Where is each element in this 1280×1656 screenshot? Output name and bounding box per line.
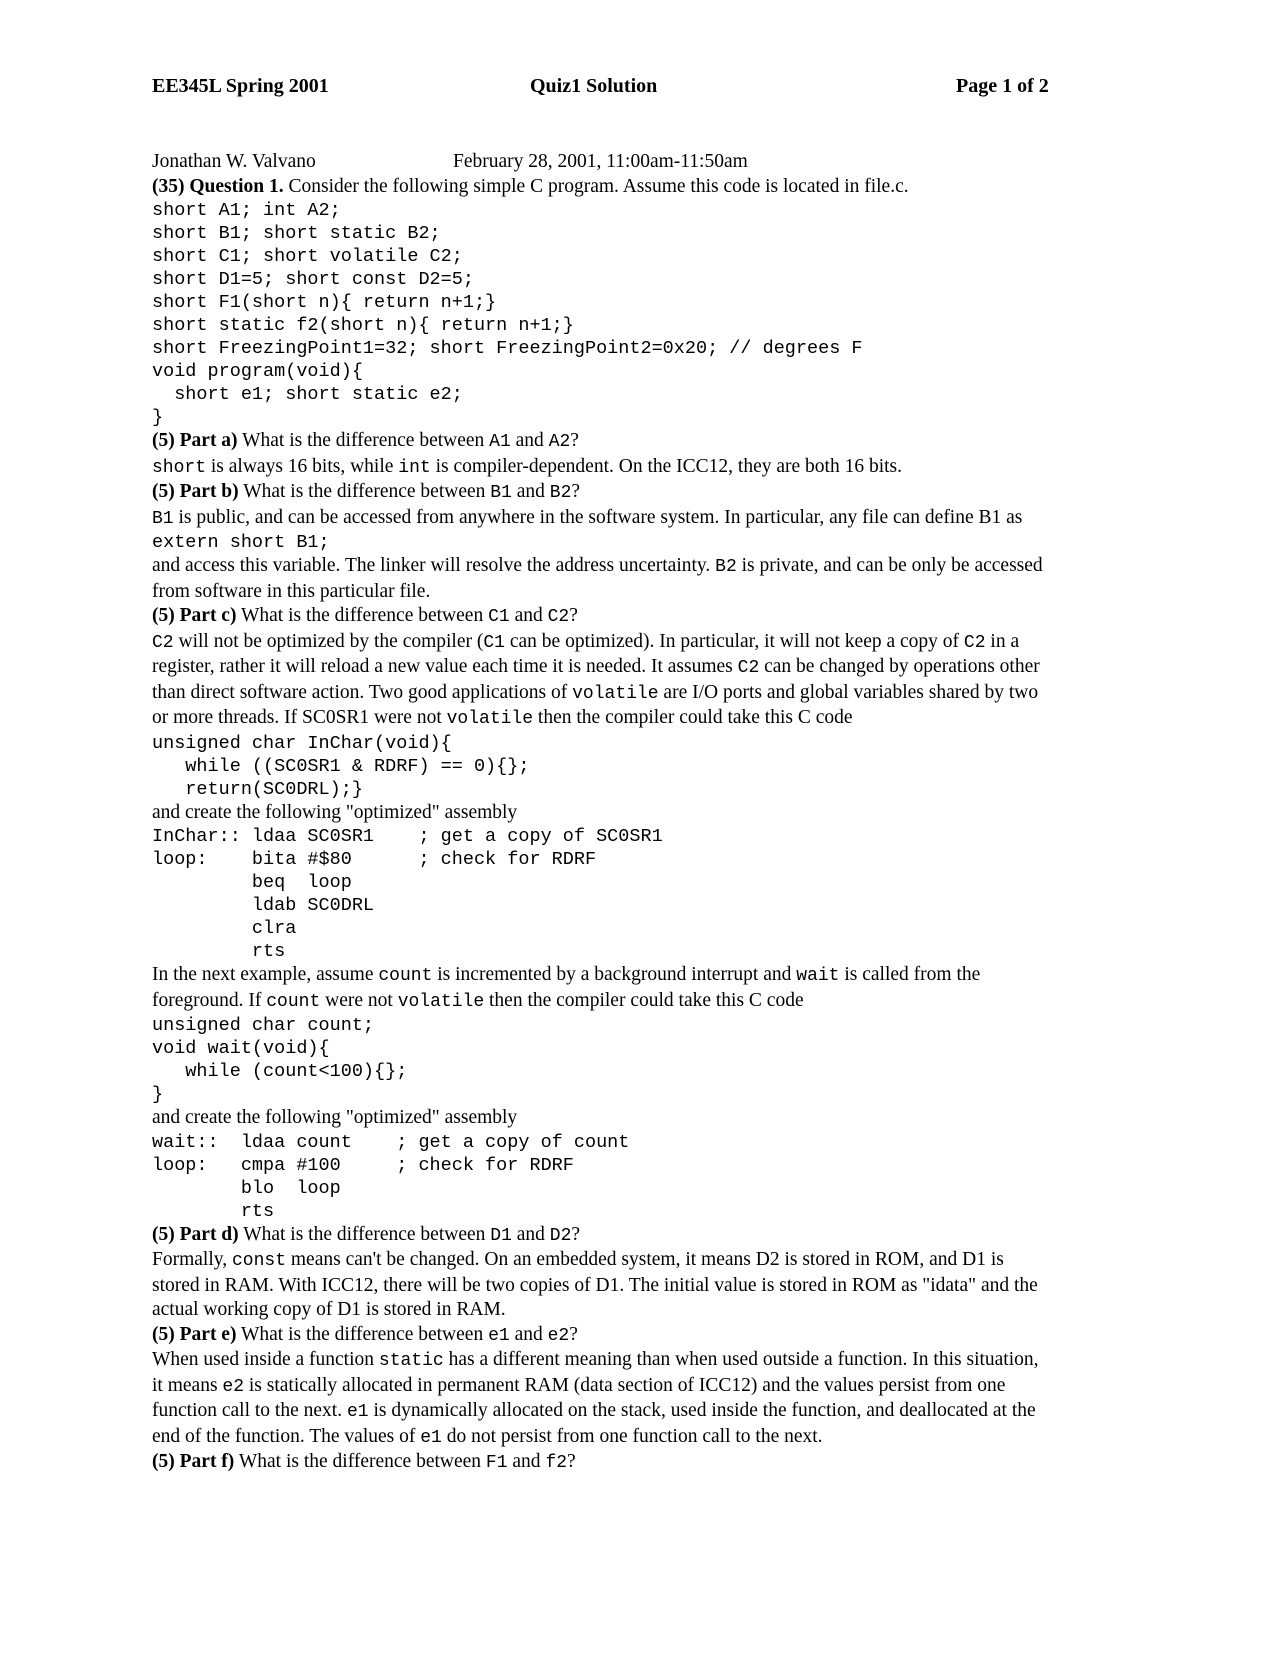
asm-line: blo loop [152, 1177, 341, 1199]
part-question: What is the difference between [241, 605, 484, 626]
answer-text: are I/O ports and global variables shared by two [658, 681, 1039, 703]
keyword: e2 [222, 1376, 245, 1397]
code-line: short B1; short static B2; [152, 223, 441, 244]
answer-text: than direct software action. Two good applications of [152, 681, 573, 703]
answer-text: or more threads. If SC0SR1 were not [152, 707, 447, 728]
part-b-question [152, 480, 1138, 506]
asm-line: loop: bita #$80 ; check for RDRF [152, 849, 597, 870]
keyword: e1 [346, 1402, 369, 1422]
conjunction: and [516, 1223, 545, 1245]
keyword: C1 [483, 632, 505, 653]
question-mark: ? [569, 605, 578, 626]
code-line: while ((SC0SR1 & RDRF) == 0){}; [152, 755, 530, 777]
answer-text: is compiler-dependent. On the ICC12, they are both 16 bits. [430, 455, 903, 477]
keyword: C2 [152, 632, 174, 653]
part-question: What is the difference between [238, 1451, 482, 1472]
answer-text: do not persist from one function call to the next. [441, 1425, 823, 1447]
answer-text: can be changed by operations other [759, 656, 1040, 677]
part-d-question [152, 1223, 1138, 1249]
quiz-title: Quiz1 Solution [530, 75, 658, 97]
author-line [152, 150, 1138, 175]
keyword: C2 [737, 658, 760, 678]
part-f-question [152, 1450, 1138, 1476]
part-c-answer-line [152, 706, 1138, 732]
answer-text: and access this variable. The linker will resolve the address uncertainty. [152, 555, 716, 576]
part-a-question [152, 429, 1138, 455]
conjunction: and [515, 430, 544, 451]
part-question: What is the difference between [243, 481, 486, 502]
part-b-answer-line [152, 506, 1138, 532]
part-d-answer-line [152, 1248, 1138, 1274]
code-line: void program(void){ [152, 361, 363, 382]
answer-text: is statically allocated in permanent RAM (data section of ICC12) and the values persist from one [244, 1374, 1006, 1396]
keyword: static [378, 1351, 444, 1371]
question-mark: ? [571, 481, 581, 502]
answer-text: will not be optimized by the compiler ( [173, 630, 484, 652]
part-e-answer-line [152, 1348, 1138, 1374]
part-c-answer-line [152, 989, 1138, 1015]
part-a-answer [152, 455, 1138, 481]
keyword: B1 [152, 508, 174, 529]
page-header [152, 74, 1138, 102]
part-b-answer-line [152, 554, 1138, 580]
asm-line: ldab SC0DRL [152, 895, 375, 916]
keyword: int [398, 457, 431, 478]
var-name: f2 [545, 1453, 568, 1473]
keyword: wait [796, 966, 840, 986]
var-name: C1 [488, 607, 510, 627]
part-marks: (5) [152, 1323, 175, 1345]
question-1-marks: (35) [152, 175, 185, 197]
part-marks: (5) [152, 481, 175, 502]
part-marks: (5) [152, 1223, 175, 1245]
conjunction: and [514, 1323, 543, 1345]
keyword: e1 [420, 1427, 442, 1448]
asm-line: loop: cmpa #100 ; check for RDRF [152, 1154, 574, 1176]
keyword: count [266, 991, 321, 1012]
part-label: Part c) [179, 605, 237, 626]
code-line: short A1; int A2; [152, 200, 341, 221]
answer-text: Formally, [152, 1249, 232, 1270]
code-line: } [152, 407, 164, 428]
part-e-answer-line [152, 1425, 1138, 1451]
part-c-answer-line [152, 630, 1138, 656]
keyword: B2 [715, 557, 737, 577]
answer-text: is private, and can be only be accessed [736, 555, 1043, 576]
answer-text: then the compiler could take this C code [484, 989, 804, 1011]
keyword: volatile [397, 991, 485, 1012]
asm-line: clra [152, 918, 297, 939]
answer-text: it means [152, 1374, 223, 1396]
part-e-answer-line [152, 1374, 1138, 1400]
answer-text: is dynamically allocated on the stack, used inside the function, and deallocated at the [368, 1400, 1036, 1421]
question-1-label: Question 1. [189, 175, 284, 197]
part-marks: (5) [152, 430, 175, 451]
code-line: while (count<100){}; [152, 1061, 408, 1082]
keyword: volatile [446, 709, 534, 729]
var-name: A2 [548, 432, 571, 452]
keyword: short [152, 457, 207, 478]
question-mark: ? [567, 1451, 576, 1472]
answer-text: foreground. If [152, 989, 267, 1011]
part-marks: (5) [152, 1451, 175, 1472]
quiz-date: February 28, 2001, 11:00am-11:50am [453, 151, 748, 172]
keyword: const [231, 1251, 286, 1271]
var-name: B1 [490, 483, 512, 503]
part-c-answer-line: and create the following "optimized" assembly [152, 801, 518, 823]
var-name: D1 [490, 1225, 512, 1246]
asm-line: wait:: ldaa count ; get a copy of count [152, 1131, 630, 1153]
part-b-answer-line: from software in this particular file. [152, 580, 431, 602]
answer-text: is incremented by a background interrupt and [432, 964, 797, 985]
var-name: e1 [488, 1325, 510, 1346]
asm-line: rts [152, 1200, 275, 1222]
answer-text: In the next example, assume [152, 964, 379, 985]
code-line: short static f2(short n){ return n+1;} [152, 315, 574, 336]
answer-text: function call to the next. [152, 1400, 347, 1421]
answer-text: is called from the [839, 964, 981, 985]
var-name: D2 [549, 1225, 572, 1246]
part-c-answer-line [152, 655, 1138, 681]
author: Jonathan W. Valvano [152, 151, 316, 172]
part-question: What is the difference between [241, 1323, 484, 1345]
answer-text: register, rather it will reload a new value each time it is needed. It assumes [152, 656, 738, 677]
var-name: e2 [547, 1325, 570, 1346]
conjunction: and [514, 605, 543, 626]
part-label: Part e) [179, 1323, 237, 1345]
code-line: short C1; short volatile C2; [152, 246, 463, 267]
var-name: A1 [489, 432, 511, 452]
answer-text: means can't be changed. On an embedded system, it means D2 is stored in ROM, and D1 is [286, 1249, 1004, 1270]
answer-text: can be optimized). In particular, it will not keep a copy of [504, 630, 964, 652]
part-question: What is the difference between [243, 1223, 486, 1245]
part-label: Part f) [179, 1451, 235, 1472]
part-c-answer-line: and create the following "optimized" assembly [152, 1107, 518, 1128]
part-e-question [152, 1323, 1138, 1349]
code-line: short e1; short static e2; [152, 384, 463, 405]
conjunction: and [516, 481, 545, 502]
part-marks: (5) [152, 605, 175, 626]
code-line: } [152, 1084, 164, 1105]
answer-text: has a different meaning than when used outside a function. In this situation, [443, 1349, 1039, 1370]
answer-text: were not [320, 989, 398, 1011]
conjunction: and [512, 1451, 541, 1472]
asm-line: beq loop [152, 872, 352, 893]
part-label: Part b) [179, 481, 239, 502]
answer-text: is always 16 bits, while [206, 455, 399, 477]
part-c-question [152, 604, 1138, 630]
code-line: return(SC0DRL);} [152, 778, 363, 800]
code-line: extern short B1; [152, 532, 330, 553]
part-e-answer-line [152, 1399, 1138, 1425]
var-name: B2 [549, 483, 572, 503]
answer-text: in a [985, 630, 1020, 652]
code-line: short D1=5; short const D2=5; [152, 269, 474, 290]
document-body [152, 150, 1138, 1476]
page-number: Page 1 of 2 [956, 75, 1049, 97]
asm-line: InChar:: ldaa SC0SR1 ; get a copy of SC0SR1 [152, 826, 663, 847]
question-mark: ? [569, 1323, 578, 1345]
keyword: C2 [963, 632, 986, 653]
course-title: EE345L Spring 2001 [152, 75, 329, 97]
keyword: volatile [572, 683, 659, 704]
answer-text: is public, and can be accessed from anywhere in the software system. In particular, any file can define B1 as [173, 506, 1023, 528]
answer-text: When used inside a function [152, 1349, 379, 1370]
part-c-answer-line [152, 963, 1138, 989]
asm-line: rts [152, 941, 286, 962]
question-mark: ? [571, 1223, 581, 1245]
part-label: Part a) [179, 430, 238, 451]
var-name: C2 [547, 607, 570, 627]
var-name: F1 [485, 1453, 508, 1473]
question-1-text: Consider the following simple C program. Assume this code is located in file.c. [288, 175, 909, 197]
answer-text: end of the function. The values of [152, 1425, 421, 1447]
part-question: What is the difference between [242, 430, 485, 451]
code-line: short F1(short n){ return n+1;} [152, 292, 497, 313]
keyword: count [378, 966, 433, 986]
code-line: unsigned char InChar(void){ [152, 732, 452, 754]
question-1-heading [152, 175, 1138, 200]
answer-text: then the compiler could take this C code [533, 707, 853, 728]
part-label: Part d) [179, 1223, 239, 1245]
part-d-answer-line: stored in RAM. With ICC12, there will be two copies of D1. The initial value is stored in ROM as "idata" and the [152, 1274, 1038, 1296]
part-c-answer-line [152, 681, 1138, 707]
program-listing [152, 199, 1138, 429]
code-line: void wait(void){ [152, 1038, 330, 1059]
code-line: short FreezingPoint1=32; short FreezingPoint2=0x20; // degrees F [152, 338, 863, 359]
code-line: unsigned char count; [152, 1015, 375, 1036]
part-d-answer-line: actual working copy of D1 is stored in RAM. [152, 1299, 506, 1320]
question-mark: ? [570, 430, 579, 451]
